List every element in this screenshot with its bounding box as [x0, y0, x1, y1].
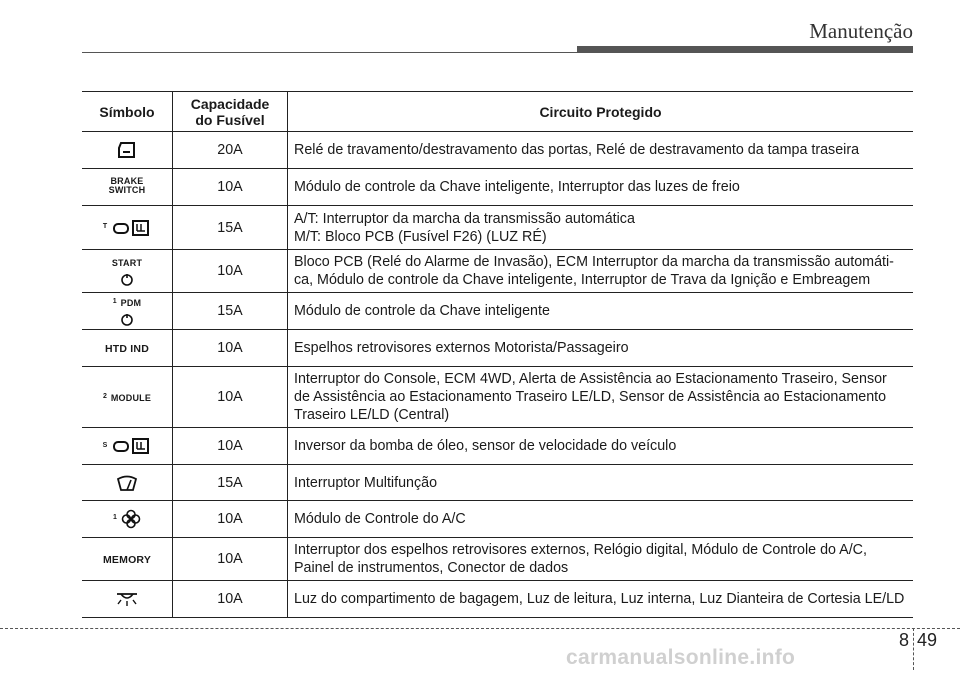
symbol-cell: [82, 465, 173, 501]
fan-icon: [121, 511, 141, 527]
capacity-cell: 10A: [173, 250, 288, 293]
circuit-cell: [288, 293, 914, 330]
circuit-cell: [288, 330, 914, 367]
symbol-superscript: S: [102, 441, 108, 449]
interior-lamp-icon: [114, 591, 140, 607]
table-row: [82, 428, 913, 465]
circuit-cell: [288, 538, 914, 581]
circuit-line: Interruptor Multifunção: [294, 474, 438, 491]
table-row: [82, 293, 913, 330]
key-icon: [120, 312, 134, 328]
header-capacity-line1: Capacidade: [190, 95, 270, 112]
page-header-title: Manutenção: [809, 19, 913, 43]
capacity-cell: 15A: [173, 206, 288, 250]
symbol-cell: [82, 538, 173, 581]
table-row: [82, 132, 913, 169]
symbol-cell: [82, 132, 173, 169]
header-symbol: Símbolo: [82, 92, 173, 132]
wiper-icon: [115, 474, 139, 490]
circuit-line: Módulo de Controle do A/C: [294, 511, 466, 527]
capacity-cell: 10A: [173, 367, 288, 428]
symbol-cell: [82, 330, 173, 367]
header-rule: [82, 52, 913, 53]
symbol-label: HTD IND: [105, 343, 149, 355]
symbol-label: MODULE: [110, 393, 152, 403]
circuit-cell: [288, 367, 914, 428]
chapter-number: 8: [899, 630, 910, 650]
footer-dashed-rule: [0, 628, 960, 629]
table-row: [82, 206, 913, 250]
symbol-cell: [82, 169, 173, 206]
circuit-cell: [288, 132, 914, 169]
symbol-cell: [82, 206, 173, 250]
circuit-line: Módulo de controle da Chave inteligente: [294, 303, 550, 319]
symbol-superscript: 1: [113, 514, 117, 521]
key-icon: [120, 272, 134, 288]
symbol-label: PDM: [120, 298, 142, 308]
header-circuit: Circuito Protegido: [288, 92, 914, 132]
circuit-line: Interruptor dos espelhos retrovisores externos, Relógio digital, Módulo de Controle do A/C,: [294, 542, 867, 558]
capacity-cell: 10A: [173, 428, 288, 465]
symbol-cell: [82, 581, 173, 618]
symbol-cell: [82, 367, 173, 428]
circuit-line: Espelhos retrovisores externos Motorista/Passageiro: [294, 340, 629, 356]
symbol-cell: [82, 501, 173, 538]
symbol-label: [109, 177, 146, 195]
symbol-superscript: T: [102, 223, 108, 231]
header-capacity-line2: do Fusível: [195, 111, 265, 128]
circuit-cell: [288, 581, 914, 618]
capacity-cell: 10A: [173, 538, 288, 581]
capacity-cell: 15A: [173, 293, 288, 330]
page-number: 49: [917, 630, 938, 650]
circuit-cell: [288, 250, 914, 293]
header-capacity: [173, 92, 288, 132]
transmission-icon: [111, 219, 151, 235]
table-row: [82, 367, 913, 428]
circuit-line: Painel de instrumentos, Conector de dados: [294, 560, 569, 576]
transmission-icon: [111, 438, 151, 454]
table-row: [82, 330, 913, 367]
table-row: [82, 465, 913, 501]
circuit-line: de Assistência ao Estacionamento Traseiro LE/LD, Sensor de Assistência ao Estacionamento: [294, 389, 887, 405]
circuit-cell: [288, 428, 914, 465]
circuit-line: A/T: Interruptor da marcha da transmissão automática: [294, 210, 635, 227]
table-row: [82, 169, 913, 206]
circuit-line: Módulo de controle da Chave inteligente, Interruptor das luzes de freio: [294, 179, 740, 195]
symbol-label: MEMORY: [102, 554, 152, 566]
footer-page-divider: [913, 628, 914, 670]
symbol-label: START: [111, 258, 143, 268]
circuit-line: ca, Módulo de controle da Chave inteligente, Interruptor de Trava da Ignição e Embreagem: [294, 272, 871, 288]
fuse-table: [82, 91, 913, 618]
circuit-line: Bloco PCB (Relé do Alarme de Invasão), ECM Interruptor da marcha da transmissão automáti-: [294, 254, 894, 270]
table-row: [82, 538, 913, 581]
circuit-cell: [288, 501, 914, 538]
circuit-cell: [288, 169, 914, 206]
symbol-cell: [82, 250, 173, 293]
door-lock-icon: [116, 142, 138, 158]
circuit-line: Interruptor do Console, ECM 4WD, Alerta de Assistência ao Estacionamento Traseiro, Sensor: [294, 371, 887, 387]
capacity-cell: 10A: [173, 330, 288, 367]
capacity-cell: 10A: [173, 501, 288, 538]
capacity-cell: 10A: [173, 169, 288, 206]
symbol-cell: [82, 293, 173, 330]
circuit-line: Inversor da bomba de óleo, sensor de velocidade do veículo: [294, 438, 677, 454]
capacity-cell: 20A: [173, 132, 288, 169]
circuit-cell: [288, 465, 914, 501]
circuit-line: M/T: Bloco PCB (Fusível F26) (LUZ RÉ): [294, 228, 547, 245]
table-row: [82, 250, 913, 293]
circuit-cell: [288, 206, 914, 250]
watermark: carmanualsonline.info: [566, 646, 796, 669]
table-header-row: [82, 92, 913, 132]
symbol-line: BRAKE: [110, 175, 144, 186]
symbol-superscript: 2: [102, 393, 107, 400]
capacity-cell: 10A: [173, 581, 288, 618]
symbol-superscript: 1: [112, 298, 117, 305]
symbol-cell: [82, 428, 173, 465]
symbol-line: SWITCH: [108, 184, 146, 195]
table-row: [82, 501, 913, 538]
circuit-line: Luz do compartimento de bagagem, Luz de leitura, Luz interna, Luz Dianteira de Cortesia LE/LD: [294, 591, 905, 607]
circuit-line: Traseiro LE/LD (Central): [294, 407, 450, 423]
table-row: [82, 581, 913, 618]
circuit-line: Relé de travamento/destravamento das portas, Relé de destravamento da tampa traseira: [294, 142, 860, 158]
capacity-cell: 15A: [173, 465, 288, 501]
